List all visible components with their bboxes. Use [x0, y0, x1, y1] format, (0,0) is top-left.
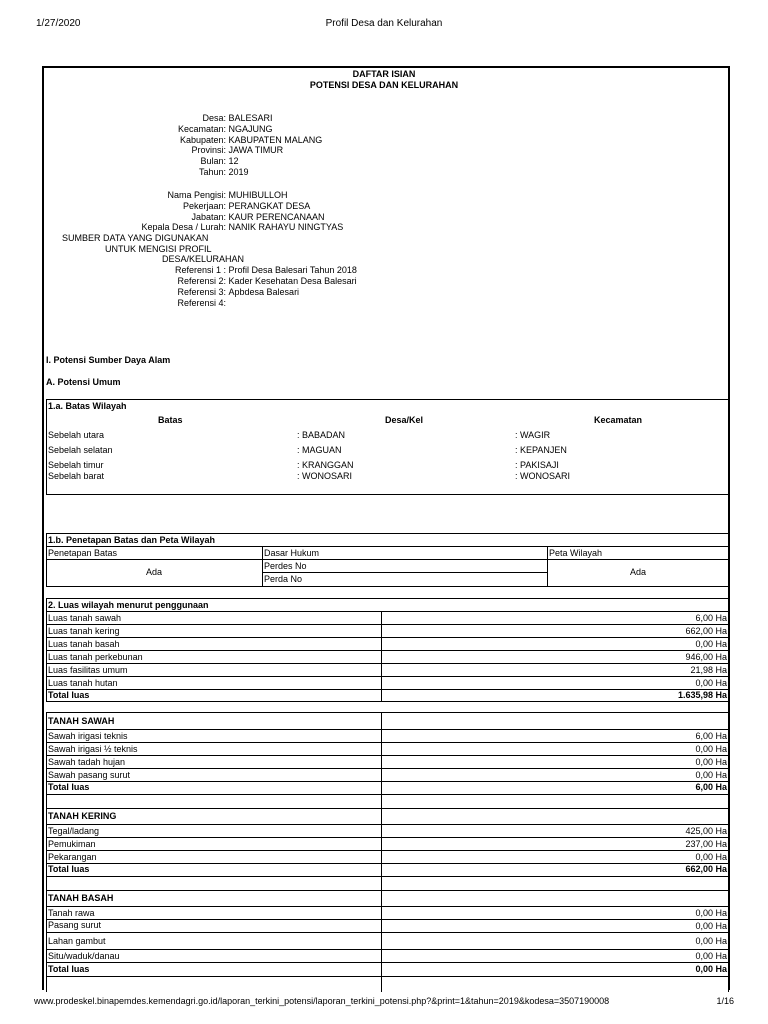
luas-label: Luas fasilitas umum: [48, 665, 128, 675]
sawah-label: Sawah irigasi teknis: [48, 731, 128, 741]
desa-cell: : MAGUAN: [297, 445, 342, 455]
basah-value: 0,00 Ha: [695, 951, 727, 961]
print-url: www.prodeskel.binapemdes.kemendagri.go.id/laporan_terkini_potensi/laporan_terkini_potensi.php?&print=1&tahun=2019&kodesa=3507190008: [34, 996, 610, 1006]
divider: [262, 546, 263, 587]
luas-label: Luas tanah hutan: [48, 678, 118, 688]
sawah-title: TANAH SAWAH: [48, 716, 115, 726]
referensi-row: Referensi 2: Kader Kesehatan Desa Balesari: [177, 276, 357, 286]
basah-value: 0,00 Ha: [695, 908, 727, 918]
kec-cell: : WAGIR: [515, 430, 551, 440]
luas-value: 662,00 Ha: [685, 626, 727, 636]
sawah-label: Sawah tadah hujan: [48, 757, 126, 767]
luas-total-value: 1.635,98 Ha: [677, 690, 727, 700]
location-row: Provinsi: JAWA TIMUR: [191, 145, 284, 155]
divider: [46, 624, 729, 625]
divider: [46, 890, 729, 891]
divider: [46, 611, 729, 612]
print-date: 1/27/2020: [36, 18, 81, 29]
divider: [46, 755, 729, 756]
divider: [46, 976, 729, 977]
kering-total-value: 662,00 Ha: [685, 864, 727, 874]
location-row: Desa: BALESARI: [202, 113, 273, 123]
luas-title: 2. Luas wilayah menurut penggunaan: [48, 600, 209, 610]
basah-total-value: 0,00 Ha: [695, 964, 727, 974]
desa-cell: : WONOSARI: [297, 471, 353, 481]
doc-subtitle: POTENSI DESA DAN KELURAHAN: [309, 80, 459, 90]
basah-title: TANAH BASAH: [48, 893, 114, 903]
desa-header: Desa/Kel: [385, 415, 424, 425]
section-heading: I. Potensi Sumber Daya Alam: [46, 355, 171, 365]
referensi-row: Referensi 4:: [177, 298, 226, 308]
divider: [46, 850, 729, 851]
kecamatan-header: Kecamatan: [594, 415, 643, 425]
basah-label: Pasang surut: [48, 920, 102, 930]
peta-value: Ada: [629, 567, 646, 577]
divider: [46, 729, 729, 730]
location-row: Kabupaten: KABUPATEN MALANG: [179, 135, 323, 145]
batas-wilayah-table: [46, 399, 729, 495]
luas-value: 6,00 Ha: [695, 613, 727, 623]
kec-cell: : KEPANJEN: [515, 445, 567, 455]
section-subheading: A. Potensi Umum: [46, 377, 121, 387]
sumber-label: UNTUK MENGISI PROFIL: [105, 244, 212, 254]
divider: [46, 794, 729, 795]
divider: [46, 949, 729, 950]
sumber-label: SUMBER DATA YANG DIGUNAKAN: [62, 233, 209, 243]
kering-value: 0,00 Ha: [695, 852, 727, 862]
desa-cell: : BABADAN: [297, 430, 346, 440]
luas-total-label: Total luas: [48, 690, 90, 700]
divider: [46, 559, 729, 560]
peta-wilayah-header: Peta Wilayah: [549, 548, 603, 558]
location-row: Kecamatan: NGAJUNG: [177, 124, 273, 134]
kering-value: 237,00 Ha: [685, 839, 727, 849]
print-page-number: 1/16: [716, 996, 734, 1006]
luas-value: 0,00 Ha: [695, 678, 727, 688]
kering-label: Pemukiman: [48, 839, 96, 849]
divider: [46, 650, 729, 651]
sawah-value: 0,00 Ha: [695, 744, 727, 754]
divider: [262, 572, 547, 573]
referensi-row: Referensi 3: Apbdesa Balesari: [177, 287, 300, 297]
batas-cell: Sebelah selatan: [48, 445, 113, 455]
sawah-value: 0,00 Ha: [695, 770, 727, 780]
divider: [46, 962, 729, 963]
luas-label: Luas tanah kering: [48, 626, 120, 636]
divider: [46, 808, 729, 809]
location-row: Tahun: 2019: [198, 167, 249, 177]
kering-label: Pekarangan: [48, 852, 97, 862]
filler-row: Pekerjaan: PERANGKAT DESA: [182, 201, 311, 211]
divider: [46, 546, 729, 547]
basah-label: Tanah rawa: [48, 908, 95, 918]
batas-cell: Sebelah barat: [48, 471, 105, 481]
kering-label: Tegal/ladang: [48, 826, 100, 836]
luas-label: Luas tanah basah: [48, 639, 120, 649]
sawah-label: Sawah pasang surut: [48, 770, 131, 780]
perdes-label: Perdes No: [264, 561, 307, 571]
basah-label: Situ/waduk/danau: [48, 951, 120, 961]
luas-value: 946,00 Ha: [685, 652, 727, 662]
dasar-hukum-header: Dasar Hukum: [264, 548, 320, 558]
sawah-label: Sawah irigasi ½ teknis: [48, 744, 138, 754]
divider: [46, 676, 729, 677]
divider: [46, 663, 729, 664]
kering-title: TANAH KERING: [48, 811, 117, 821]
basah-label: Lahan gambut: [48, 936, 106, 946]
kec-cell: : PAKISAJI: [515, 460, 559, 470]
divider: [46, 768, 729, 769]
sawah-total-value: 6,00 Ha: [695, 782, 727, 792]
filler-row: Nama Pengisi: MUHIBULLOH: [167, 190, 288, 200]
divider: [46, 906, 729, 907]
sawah-total-label: Total luas: [48, 782, 90, 792]
sawah-value: 0,00 Ha: [695, 757, 727, 767]
perda-label: Perda No: [264, 574, 303, 584]
kering-value: 425,00 Ha: [685, 826, 727, 836]
divider: [46, 932, 729, 933]
referensi-row: Referensi 1 : Profil Desa Balesari Tahun 2018: [174, 265, 357, 275]
batas-header: Batas: [158, 415, 183, 425]
divider: [46, 637, 729, 638]
print-title: Profil Desa dan Kelurahan: [325, 18, 443, 29]
luas-label: Luas tanah perkebunan: [48, 652, 143, 662]
batas-cell: Sebelah timur: [48, 460, 104, 470]
basah-value: 0,00 Ha: [695, 936, 727, 946]
divider: [46, 919, 729, 920]
basah-total-label: Total luas: [48, 964, 90, 974]
location-row: Bulan: 12: [200, 156, 239, 166]
penetapan-col-header: Penetapan Batas: [48, 548, 118, 558]
divider: [46, 824, 729, 825]
kec-cell: : WONOSARI: [515, 471, 571, 481]
basah-value: 0,00 Ha: [695, 921, 727, 931]
luas-value: 0,00 Ha: [695, 639, 727, 649]
luas-value: 21,98 Ha: [690, 665, 727, 675]
divider: [46, 837, 729, 838]
doc-title: DAFTAR ISIAN: [352, 69, 416, 79]
penetapan-title: 1.b. Penetapan Batas dan Peta Wilayah: [48, 535, 215, 545]
penetapan-value: Ada: [145, 567, 162, 577]
sawah-value: 6,00 Ha: [695, 731, 727, 741]
kering-total-label: Total luas: [48, 864, 90, 874]
divider: [381, 712, 382, 992]
divider: [46, 876, 729, 877]
batas-cell: Sebelah utara: [48, 430, 105, 440]
filler-row: Jabatan: KAUR PERENCANAAN: [191, 212, 325, 222]
divider: [46, 742, 729, 743]
luas-label: Luas tanah sawah: [48, 613, 122, 623]
desa-cell: : KRANGGAN: [297, 460, 354, 470]
filler-row: Kepala Desa / Lurah: NANIK RAHAYU NINGTYAS: [141, 222, 344, 232]
batas-title: 1.a. Batas Wilayah: [48, 401, 127, 411]
sumber-label: DESA/KELURAHAN: [162, 254, 245, 264]
